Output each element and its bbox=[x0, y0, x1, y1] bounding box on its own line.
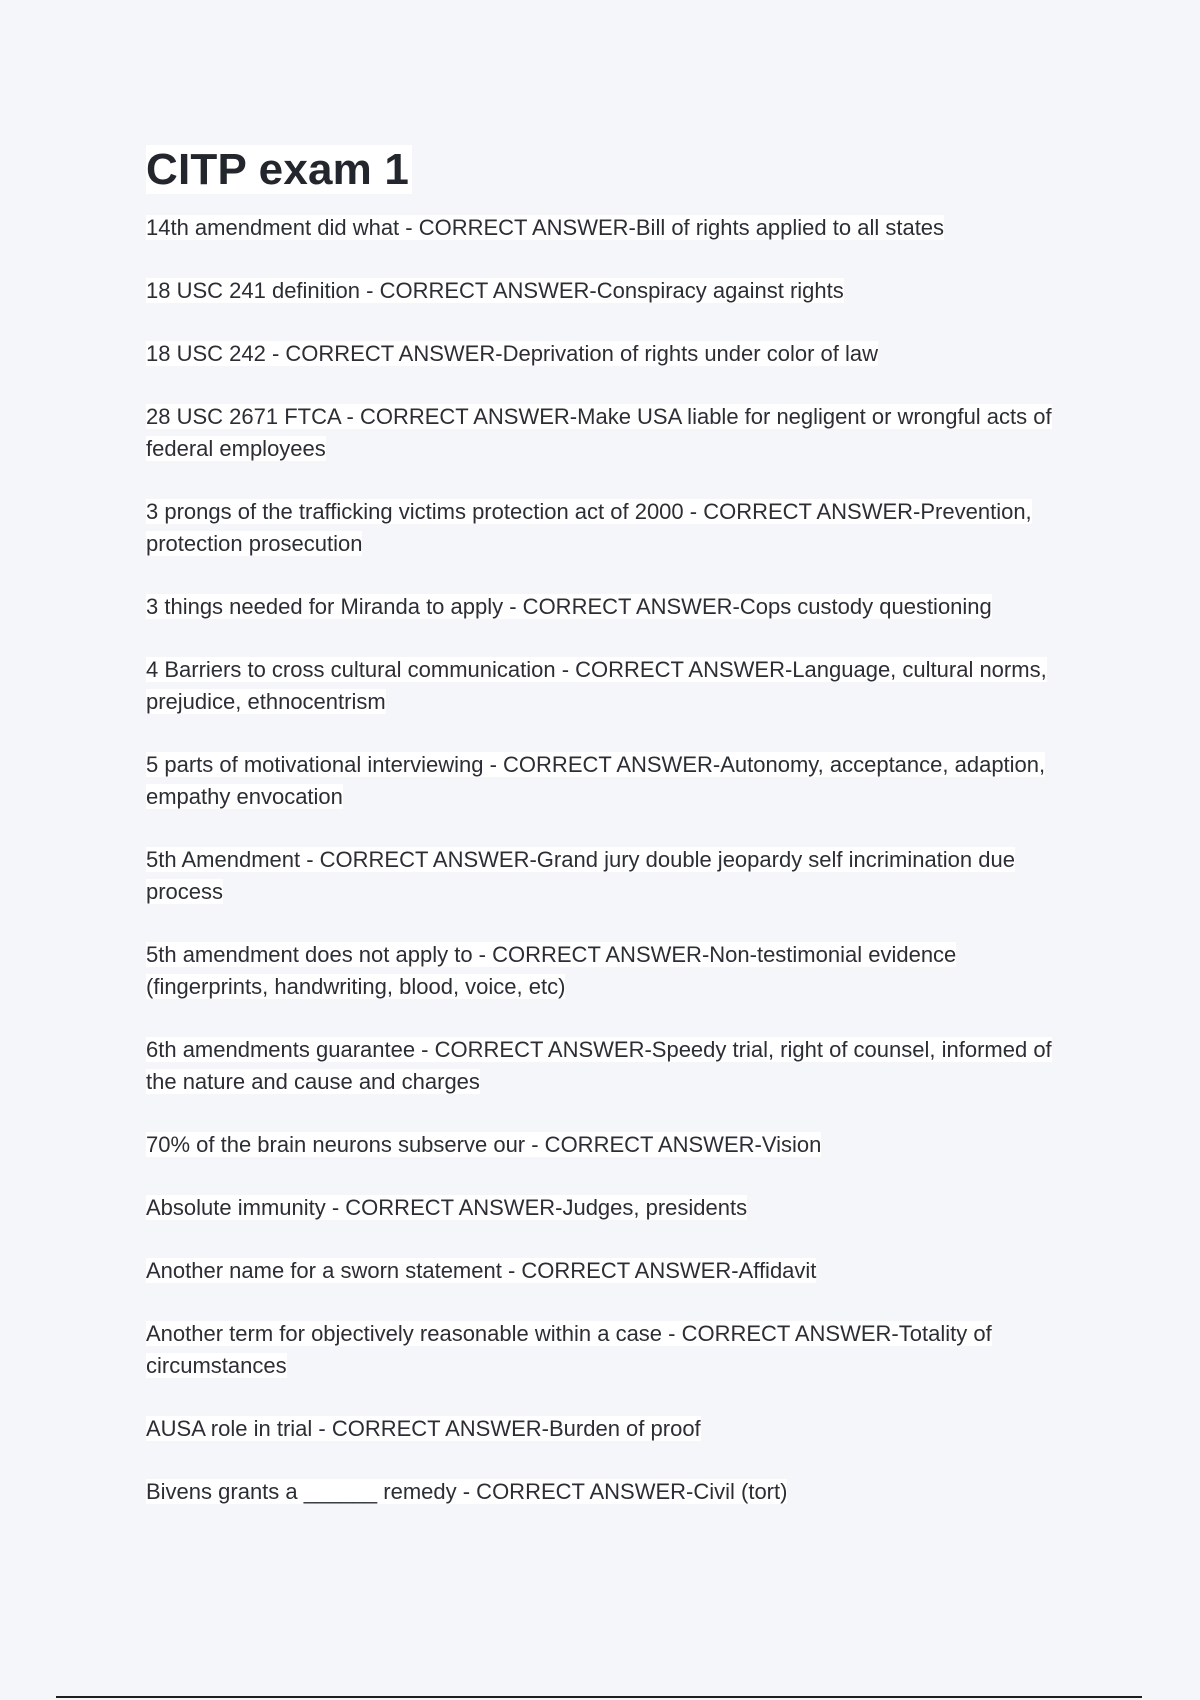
qa-item-text: 5th amendment does not apply to - CORRECT ANSWER-Non-testimonial evidence (fingerprints, handwriting, blood, voice, etc) bbox=[146, 942, 957, 999]
qa-item-text: 14th amendment did what - CORRECT ANSWER-Bill of rights applied to all states bbox=[146, 215, 945, 240]
qa-item-text: Another name for a sworn statement - CORRECT ANSWER-Affidavit bbox=[146, 1258, 817, 1283]
page-bottom-divider bbox=[56, 1696, 1142, 1698]
qa-item bbox=[146, 1034, 1066, 1098]
qa-item bbox=[146, 844, 1066, 908]
qa-item bbox=[146, 275, 1066, 307]
qa-list bbox=[146, 212, 1066, 1539]
document-title-text: CITP exam 1 bbox=[146, 145, 412, 194]
qa-item-text: Another term for objectively reasonable within a case - CORRECT ANSWER-Totality of circumstances bbox=[146, 1321, 992, 1378]
qa-item bbox=[146, 1192, 1066, 1224]
qa-item bbox=[146, 939, 1066, 1003]
qa-item bbox=[146, 1255, 1066, 1287]
qa-item bbox=[146, 496, 1066, 560]
document-title bbox=[146, 144, 412, 196]
qa-item-text: 18 USC 242 - CORRECT ANSWER-Deprivation of rights under color of law bbox=[146, 341, 878, 366]
qa-item bbox=[146, 1476, 1066, 1508]
qa-item-text: 3 things needed for Miranda to apply - CORRECT ANSWER-Cops custody questioning bbox=[146, 594, 992, 619]
qa-item-text: 28 USC 2671 FTCA - CORRECT ANSWER-Make USA liable for negligent or wrongful acts of federal employees bbox=[146, 404, 1052, 461]
qa-item-text: 5th Amendment - CORRECT ANSWER-Grand jury double jeopardy self incrimination due process bbox=[146, 847, 1015, 904]
qa-item bbox=[146, 749, 1066, 813]
qa-item-text: 18 USC 241 definition - CORRECT ANSWER-Conspiracy against rights bbox=[146, 278, 844, 303]
qa-item-text: 3 prongs of the trafficking victims protection act of 2000 - CORRECT ANSWER-Prevention, protection prosecution bbox=[146, 499, 1032, 556]
qa-item bbox=[146, 401, 1066, 465]
qa-item bbox=[146, 1129, 1066, 1161]
qa-item bbox=[146, 212, 1066, 244]
qa-item-text: 5 parts of motivational interviewing - CORRECT ANSWER-Autonomy, acceptance, adaption, empathy envocation bbox=[146, 752, 1046, 809]
qa-item bbox=[146, 338, 1066, 370]
qa-item bbox=[146, 1413, 1066, 1445]
qa-item-text: Bivens grants a ______ remedy - CORRECT ANSWER-Civil (tort) bbox=[146, 1479, 788, 1504]
qa-item bbox=[146, 591, 1066, 623]
qa-item-text: 70% of the brain neurons subserve our - CORRECT ANSWER-Vision bbox=[146, 1132, 822, 1157]
qa-item-text: AUSA role in trial - CORRECT ANSWER-Burden of proof bbox=[146, 1416, 701, 1441]
qa-item bbox=[146, 654, 1066, 718]
qa-item bbox=[146, 1318, 1066, 1382]
qa-item-text: 6th amendments guarantee - CORRECT ANSWER-Speedy trial, right of counsel, informed of the nature and cause and charges bbox=[146, 1037, 1052, 1094]
qa-item-text: Absolute immunity - CORRECT ANSWER-Judges, presidents bbox=[146, 1195, 748, 1220]
qa-item-text: 4 Barriers to cross cultural communication - CORRECT ANSWER-Language, cultural norms, prejudice, ethnocentrism bbox=[146, 657, 1047, 714]
